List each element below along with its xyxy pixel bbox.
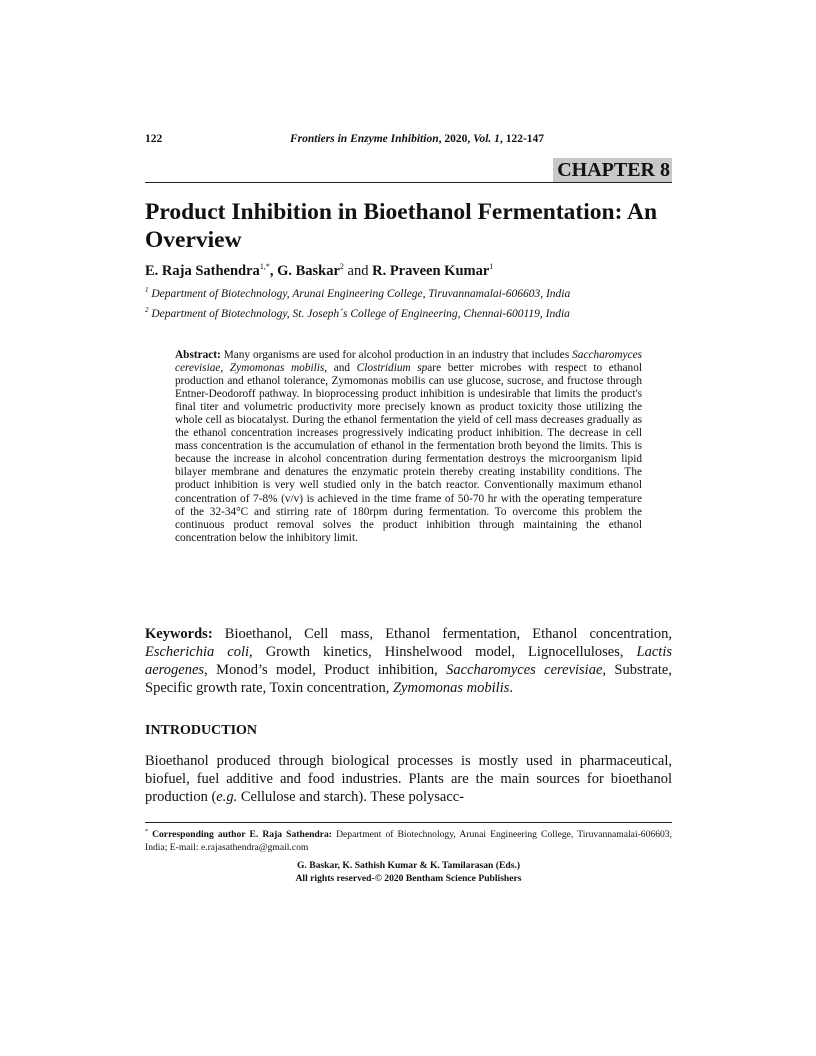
keyword-species: Escherichia coli	[145, 644, 250, 660]
author-name: R. Praveen Kumar	[372, 262, 490, 279]
intro-italic: e.g.	[216, 789, 238, 805]
keywords-text: , Monod’s model, Product inhibition,	[204, 662, 447, 678]
keywords-label: Keywords:	[145, 626, 213, 642]
affiliation-1	[145, 286, 570, 300]
chapter-label: CHAPTER 8	[553, 158, 672, 182]
footnote-sup: *	[145, 829, 148, 835]
abstract-label: Abstract:	[175, 349, 221, 361]
intro-text: Cellulose and starch). These polysacc-	[237, 789, 465, 805]
journal-volume: Vol. 1	[473, 133, 500, 145]
keyword-species: Saccharomyces cerevisiae	[446, 662, 603, 678]
footnote	[145, 826, 672, 854]
header-rule	[145, 182, 672, 183]
author-sup: 1	[489, 262, 494, 271]
rights-line: All rights reserved-© 2020 Bentham Science Publishers	[295, 872, 522, 884]
journal-pages: , 122-147	[499, 133, 545, 145]
author-list	[145, 262, 493, 280]
footnote-label: Corresponding author E. Raja Sathendra:	[148, 829, 332, 841]
affiliation-2	[145, 306, 570, 320]
author-sup: 2	[339, 262, 344, 271]
keywords-text: Bioethanol, Cell mass, Ethanol fermentation, Ethanol concentration,	[212, 626, 672, 642]
author-name: G. Baskar	[277, 262, 340, 279]
keywords	[145, 625, 672, 697]
paper-title: Product Inhibition in Bioethanol Fermentation: An Overview	[145, 199, 658, 253]
abstract-text: , and	[324, 362, 357, 375]
keyword-species: Lactis aerogenes	[145, 644, 672, 678]
author-name: E. Raja Sathendra	[145, 262, 260, 279]
author-separator: and	[343, 262, 373, 279]
keyword-species: Zymomonas mobilis	[392, 680, 510, 696]
affiliation-sup: 2	[145, 306, 149, 314]
keywords-text: , Growth kinetics, Hinshelwood model, Lignocelluloses,	[249, 644, 637, 660]
page-number: 122	[145, 133, 163, 145]
author-separator: ,	[269, 262, 278, 279]
intro-text: Bioethanol produced through biological processes is mostly used in pharmaceutical, biofuel, fuel additive and food industries. Plants are the main sources for bioethanol production (	[145, 753, 672, 805]
journal-name: Frontiers in Enzyme Inhibition	[290, 133, 439, 145]
publisher-credits	[145, 860, 672, 885]
keywords-text: .	[509, 680, 514, 696]
author-sup: 1,*	[259, 262, 270, 271]
affiliation-sup: 1	[145, 286, 149, 294]
affiliation-text: Department of Biotechnology, Arunai Engineering College, Tiruvannamalai-606603, India	[148, 287, 571, 300]
running-header	[145, 133, 672, 149]
editors-line: G. Baskar, K. Sathish Kumar & K. Tamilarasan (Eds.)	[296, 860, 521, 871]
footnote-text: Department of Biotechnology, Arunai Engineering College, Tiruvannamalai-606603, India; E-mail: e.rajasathendra@gmail.com	[145, 829, 672, 853]
journal-year: , 2020,	[438, 133, 474, 145]
abstract-species: Saccharomyces cerevisiae, Zymomonas mobilis	[175, 349, 642, 375]
abstract-text: Many organisms are used for alcohol production in an industry that includes	[220, 349, 573, 361]
abstract-text: are better microbes with respect to ethanol production and ethanol tolerance, Zymomonas mobilis can use glucose, sucrose, and fructose through Entner-Deodoroff pathway. In bioprocessing product inhibition is undesirable that limits the product's final titer and volumetric productivity more precisely known as product toxicity those utilizing the whole cell as biocatalyst. During the ethanol fermentation the yield of cell mass decreases gradually as the ethanol concentration increases progressively indicating product inhibition. The decrease in cell mass concentration is the accumulation of ethanol in the fermentation broth beyond the limits. This is because the increase in alcohol concentration during fermentation destroys the microorganism lipid bilayer membrane and denatures the enzymatic protein thereby creating instability conditions. The product inhibition is very well studied only in the batch reactor. Conventionally maximum ethanol concentration of 7-8% (v/v) is achieved in the time frame of 50-70 hr with the operating temperature of the 32-34°C and stirring rate of 180rpm during fermentation. To overcome this problem the continuous product removal solves the product inhibition through maintaining the ethanol concentration below the inhibitory limit.	[175, 362, 642, 544]
abstract-species: Clostridium sp	[356, 362, 428, 375]
section-heading: INTRODUCTION	[145, 723, 258, 738]
affiliation-text: Department of Biotechnology, St. Joseph´s College of Engineering, Chennai-600119, India	[148, 307, 570, 320]
footnote-rule	[145, 822, 672, 823]
introduction-paragraph	[145, 752, 672, 806]
keywords-text: , Substrate, Specific growth rate, Toxin concentration,	[145, 662, 672, 696]
abstract	[175, 349, 642, 545]
journal-citation	[290, 133, 544, 145]
